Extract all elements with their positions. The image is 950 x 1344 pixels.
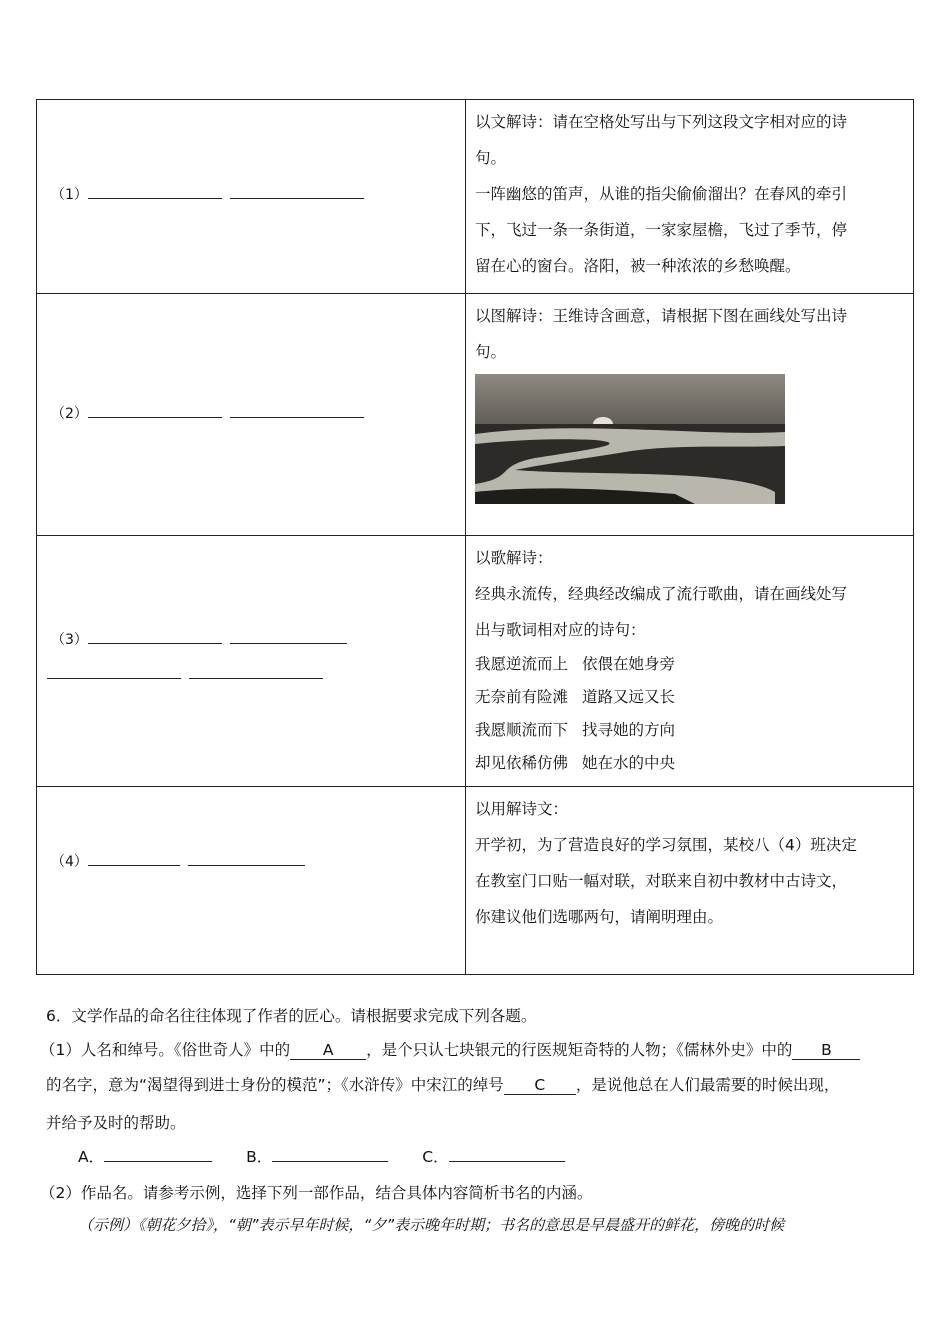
lyric-line: 却见依稀仿佛 她在水的中央 [475, 754, 676, 772]
answer-line[interactable]: （2） [51, 403, 372, 423]
answer-blank[interactable] [88, 629, 222, 644]
question-line: （1）人名和绰号。《俗世奇人》中的 A ，是个只认七块银元的行医规矩奇特的人物；《儒林外史》中的 B [40, 1038, 860, 1060]
answer-blank[interactable] [272, 1161, 388, 1162]
prompt-title: 以图解诗：王维诗含画意，请根据下图在画线处写出诗 [475, 307, 848, 325]
answer-cell [37, 787, 466, 975]
example-text: （示例）《朝花夕拾》，“朝”表示早年时候，“夕”表示晚年时期；书名的意思是早晨盛开的鲜花，傍晚的时候 [78, 1216, 785, 1234]
question-heading: 6．文学作品的命名往往体现了作者的匠心。请根据要求完成下列各题。 [46, 1007, 537, 1025]
question-line: （2）作品名。请参考示例，选择下列一部作品，结合具体内容简析书名的内涵。 [40, 1184, 593, 1202]
answer-blank[interactable] [88, 851, 180, 866]
table-row [37, 100, 914, 294]
answer-line[interactable]: （4） [51, 851, 313, 871]
answer-blank[interactable] [230, 184, 364, 199]
table-row [37, 787, 914, 975]
prompt-cell: 以歌解诗： 经典永流传，经典经改编成了流行歌曲，请在画线处写 出与歌词相对应的诗句： 我愿逆流而上 依偎在她身旁 无奈前有险滩 道路又远又长 我愿顺流而下 找寻她的方向 却见依稀仿佛 她在水的中央 [466, 536, 914, 787]
answer-line[interactable]: （3） [51, 629, 355, 649]
prompt-title: 以用解诗文： [475, 800, 569, 818]
answer-blank[interactable] [230, 403, 364, 418]
answer-blank[interactable] [188, 851, 305, 866]
answer-blank[interactable] [230, 629, 347, 644]
blank-a[interactable]: A [290, 1041, 366, 1060]
lyric-line: 我愿顺流而下 找寻她的方向 [475, 721, 676, 739]
answer-blank[interactable] [104, 1161, 212, 1162]
blank-b[interactable]: B [792, 1041, 860, 1060]
lyric-line: 无奈前有险滩 道路又远又长 [475, 688, 676, 706]
prompt-cell: 以图解诗：王维诗含画意，请根据下图在画线处写出诗 句。 [466, 294, 914, 536]
answer-blank[interactable] [449, 1161, 565, 1162]
answer-line[interactable] [47, 664, 331, 683]
question-line: 的名字，意为“渴望得到进士身份的模范”；《水浒传》中宋江的绰号 C ，是说他总在人们最需要的时候出现， [46, 1076, 840, 1094]
answer-blank[interactable] [88, 184, 222, 199]
prompt-cell: 以文解诗：请在空格处写出与下列这段文字相对应的诗 句。 一阵幽悠的笛声，从谁的指尖偷偷溜出？在春风的牵引 下，飞过一条一条街道，一家家屋檐，飞过了季节，停 留在心的窗台。洛阳，被一种浓浓的乡愁唤醒。 [466, 100, 914, 294]
answer-blank[interactable] [47, 664, 181, 679]
prompt-cell: 以用解诗文： 开学初，为了营造良好的学习氛围，某校八（4）班决定 在教室门口贴一幅对联，对联来自初中教材中古诗文， 你建议他们选哪两句，请阐明理由。 [466, 787, 914, 975]
table-row [37, 294, 914, 536]
prompt-title: 以歌解诗： [475, 549, 553, 567]
answer-blank[interactable] [189, 664, 323, 679]
prompt-title: 以文解诗：请在空格处写出与下列这段文字相对应的诗 [475, 113, 848, 131]
answer-cell [37, 294, 466, 536]
question-table [36, 99, 914, 975]
blank-c[interactable]: C [504, 1076, 576, 1095]
answer-cell [37, 536, 466, 787]
table-row [37, 536, 914, 787]
answer-blank[interactable] [88, 403, 222, 418]
question-line: 并给予及时的帮助。 [46, 1114, 186, 1132]
lyric-line: 我愿逆流而上 依偎在她身旁 [475, 655, 676, 673]
sunset-river-photo [475, 374, 785, 504]
answer-cell [37, 100, 466, 294]
answer-line[interactable]: （1） [51, 184, 372, 204]
answer-options: A． B． C． [78, 1145, 565, 1167]
